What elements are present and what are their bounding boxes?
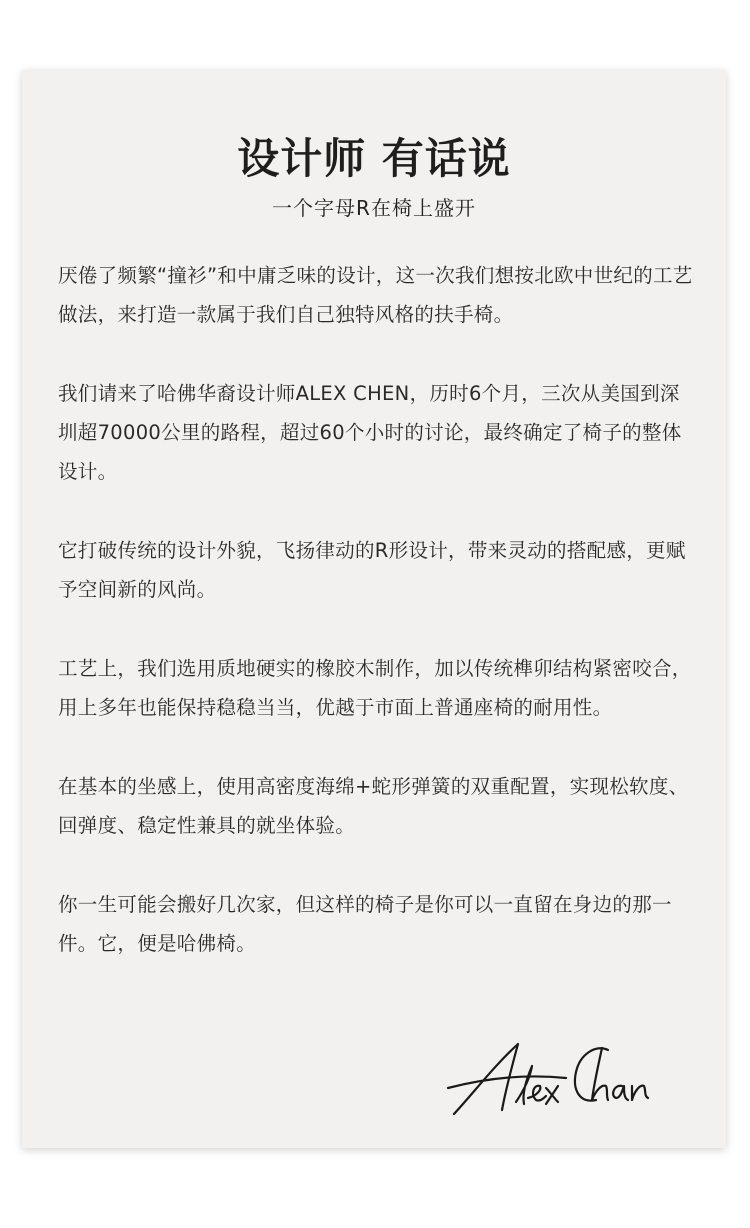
paragraph-designer: 我们请来了哈佛华裔设计师ALEX CHEN，历时6个月，三次从美国到深圳超70000公里的路程，超过60个小时的讨论，最终确定了椅子的整体设计。 xyxy=(58,382,682,483)
page-title: 设计师 有话说 xyxy=(237,134,511,183)
page-subtitle: 一个字母R在椅上盛开 xyxy=(272,196,476,220)
letter-card xyxy=(22,70,726,1148)
paragraph-intro: 厌倦了频繁“撞衫”和中庸乏味的设计，这一次我们想按北欧中世纪的工艺做法，来打造一款属于我们自己独特风格的扶手椅。 xyxy=(58,264,693,326)
signature-image xyxy=(446,1040,666,1120)
paragraph-design: 它打破传统的设计外貌，飞扬律动的R形设计，带来灵动的搭配感，更赋予空间新的风尚。 xyxy=(58,539,686,601)
paragraph-closing: 你一生可能会搬好几次家，但这样的椅子是你可以一直留在身边的那一件。它，便是哈佛椅。 xyxy=(58,893,672,955)
paragraph-comfort: 在基本的坐感上，使用高密度海绵+蛇形弹簧的双重配置，实现松软度、回弹度、稳定性兼具的就坐体验。 xyxy=(58,775,689,837)
paragraph-craft: 工艺上，我们选用质地硬实的橡胶木制作，加以传统榫卯结构紧密咬合，用上多年也能保持稳稳当当，优越于市面上普通座椅的耐用性。 xyxy=(58,657,692,719)
letter-body xyxy=(58,256,694,1003)
